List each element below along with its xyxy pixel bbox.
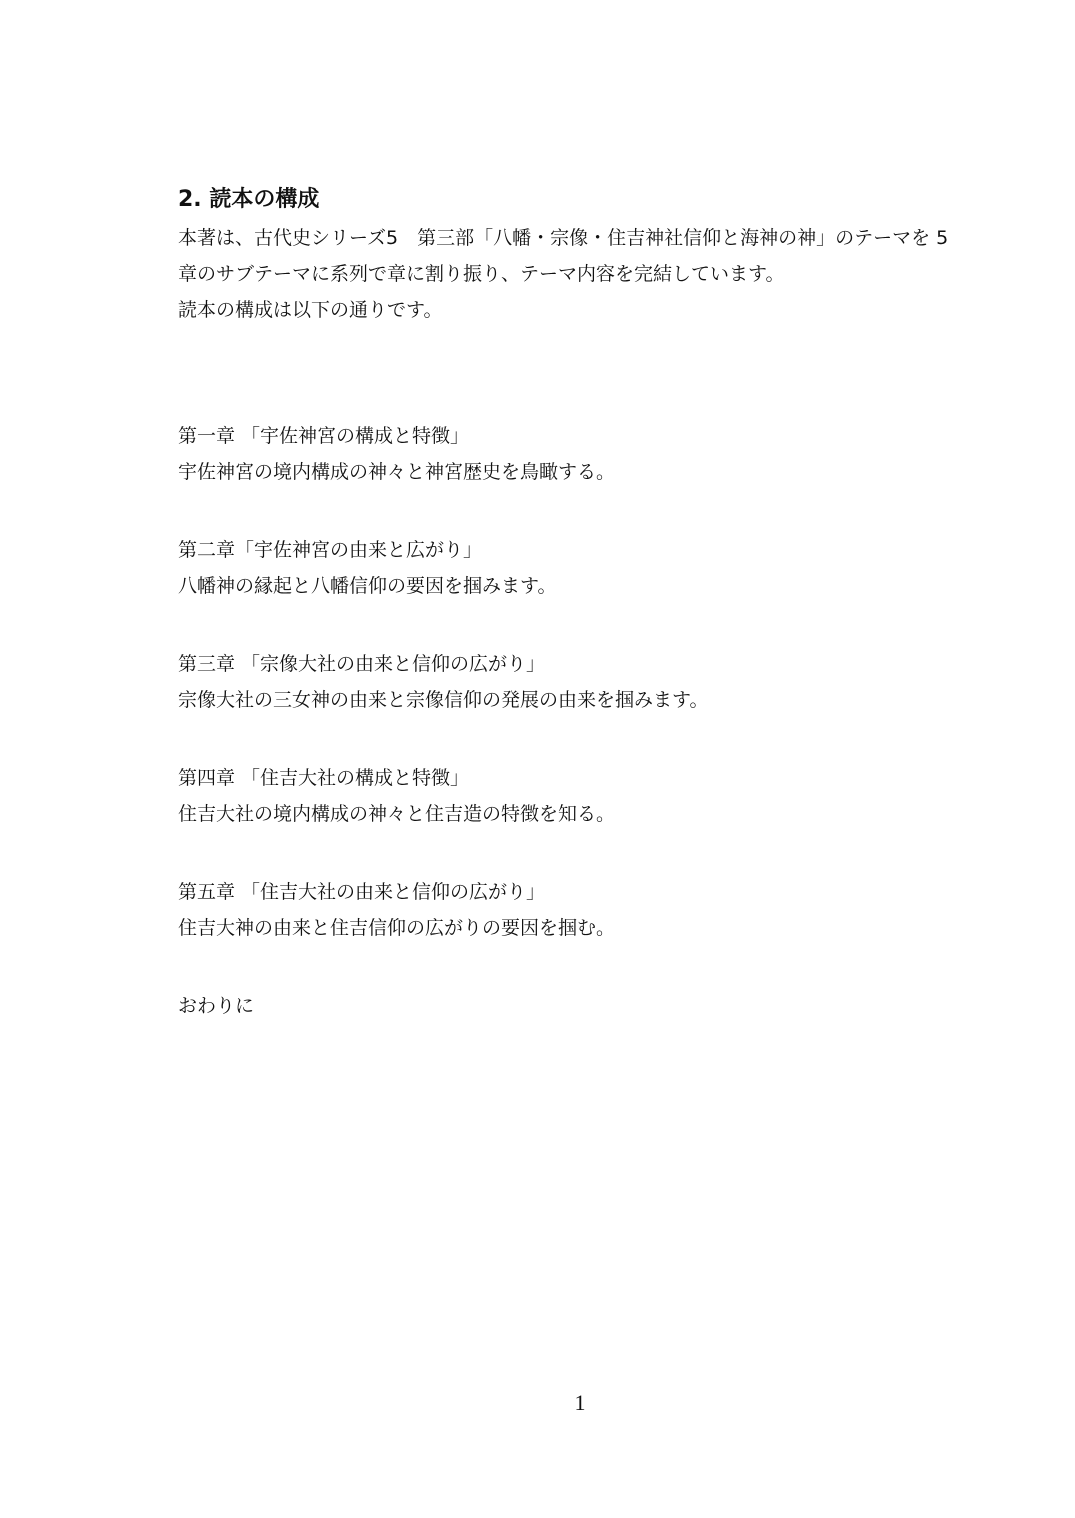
chapter-title: 第三章 「宗像大社の由来と信仰の広がり」 (178, 653, 546, 675)
chapter-item (178, 646, 998, 718)
intro-paragraph (178, 220, 998, 328)
chapter-description: 住吉大社の境内構成の神々と住吉造の特徴を知る。 (178, 803, 616, 825)
section-title: 2. 読本の構成 (178, 187, 320, 212)
chapter-title: 第四章 「住吉大社の構成と特徴」 (178, 767, 470, 789)
chapter-item (178, 874, 998, 946)
chapter-description: 宇佐神宮の境内構成の神々と神宮歴史を鳥瞰する。 (178, 461, 616, 483)
page-content (178, 182, 998, 1024)
chapter-item (178, 532, 998, 604)
chapter-item (178, 418, 998, 490)
intro-line: 読本の構成は以下の通りです。 (178, 299, 443, 321)
page-number: 1 (574, 1390, 586, 1415)
chapter-description: 住吉大神の由来と住吉信仰の広がりの要因を掴む。 (178, 917, 616, 939)
chapter-list (178, 418, 998, 988)
chapter-description: 宗像大社の三女神の由来と宗像信仰の発展の由来を掴みます。 (178, 689, 709, 711)
chapter-description: 八幡神の縁起と八幡信仰の要因を掴みます。 (178, 575, 557, 597)
chapter-title: 第五章 「住吉大社の由来と信仰の広がり」 (178, 881, 546, 903)
intro-line: 章のサブテーマに系列で章に割り振り、テーマ内容を完結しています。 (178, 263, 785, 285)
chapter-item (178, 760, 998, 832)
closing-heading: おわりに (178, 995, 255, 1017)
chapter-title: 第一章 「宇佐神宮の構成と特徴」 (178, 425, 470, 447)
intro-line: 本著は、古代史シリーズ5 第三部「八幡・宗像・住吉神社信仰と海神の神」のテーマを 5 (178, 227, 949, 249)
chapter-title: 第二章「宇佐神宮の由来と広がり」 (178, 539, 483, 561)
